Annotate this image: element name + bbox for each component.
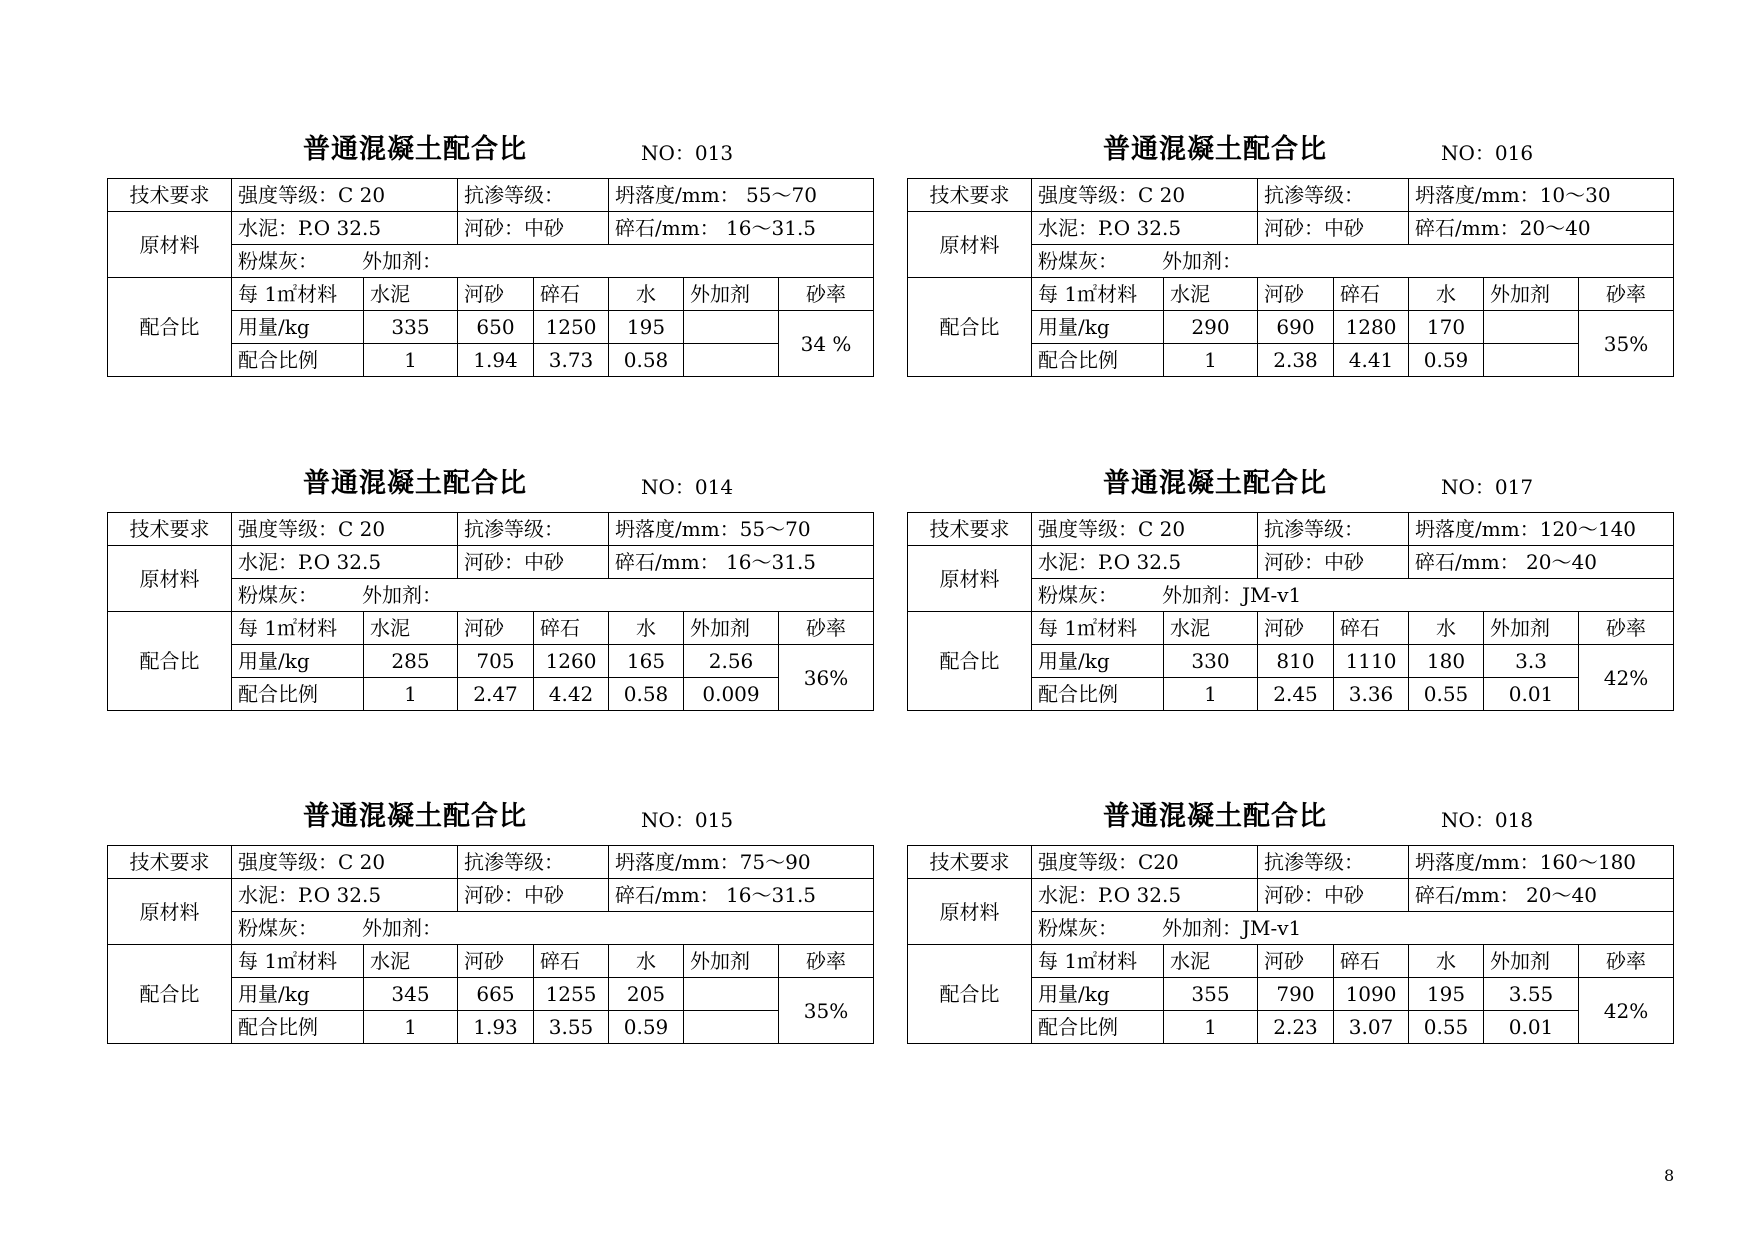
raw-material-row-1 — [108, 879, 874, 912]
flyash-admixture-cell — [1032, 912, 1674, 945]
admixture-label: 外加剂： — [362, 249, 442, 273]
ratio-water: 0.59 — [1409, 344, 1484, 377]
card-header — [107, 797, 873, 841]
ratio-stone: 3.36 — [1334, 678, 1409, 711]
mix-label: 配合比 — [908, 612, 1032, 711]
sand-ratio-header: 砂率 — [779, 945, 874, 978]
usage-water: 180 — [1409, 645, 1484, 678]
stone-size: 碎石/mm： 16～31.5 — [609, 879, 874, 912]
admixture-name: JM-v1 — [1242, 916, 1302, 940]
ratio-label: 配合比例 — [232, 344, 364, 377]
flyash-label: 粉煤灰： — [238, 916, 318, 940]
stone-size: 碎石/mm： 16～31.5 — [609, 546, 874, 579]
stone-header: 碎石 — [1334, 945, 1409, 978]
water-header: 水 — [609, 278, 684, 311]
cement-header: 水泥 — [1164, 945, 1258, 978]
tech-req-row — [908, 179, 1674, 212]
sand-ratio-header: 砂率 — [1579, 945, 1674, 978]
admixture-label: 外加剂： — [1162, 583, 1242, 607]
flyash-admixture-cell — [1032, 245, 1674, 278]
sand-type: 河砂：中砂 — [458, 546, 609, 579]
ratio-cement: 1 — [1164, 344, 1258, 377]
sand-rate-value: 42% — [1579, 978, 1674, 1044]
usage-water: 195 — [609, 311, 684, 344]
usage-sand: 810 — [1258, 645, 1334, 678]
tech-req-label: 技术要求 — [908, 179, 1032, 212]
impermeability-grade: 抗渗等级： — [458, 179, 609, 212]
ratio-admixture — [684, 1011, 779, 1044]
cement-header: 水泥 — [364, 612, 458, 645]
raw-material-row-1 — [908, 879, 1674, 912]
usage-stone: 1250 — [534, 311, 609, 344]
strength-grade: 强度等级：C 20 — [1032, 179, 1258, 212]
impermeability-grade: 抗渗等级： — [1258, 846, 1409, 879]
mix-card — [107, 464, 873, 706]
cement-type: 水泥：P.O 32.5 — [1032, 212, 1258, 245]
sand-header: 河砂 — [458, 945, 534, 978]
flyash-label: 粉煤灰： — [238, 583, 318, 607]
card-title: 普通混凝土配合比 — [1103, 468, 1327, 499]
impermeability-grade: 抗渗等级： — [458, 513, 609, 546]
mix-card — [107, 797, 873, 1039]
cement-header: 水泥 — [1164, 612, 1258, 645]
flyash-admixture-cell — [232, 245, 874, 278]
flyash-admixture-cell — [1032, 579, 1674, 612]
mix-label: 配合比 — [908, 945, 1032, 1044]
stone-header: 碎石 — [534, 278, 609, 311]
mix-header-row — [108, 612, 874, 645]
raw-material-label: 原材料 — [908, 879, 1032, 945]
stone-size: 碎石/mm：20～40 — [1409, 212, 1674, 245]
card-number: NO：013 — [641, 141, 734, 165]
ratio-sand: 1.93 — [458, 1011, 534, 1044]
admixture-label: 外加剂： — [362, 916, 442, 940]
stone-header: 碎石 — [534, 612, 609, 645]
usage-sand: 690 — [1258, 311, 1334, 344]
mix-label: 配合比 — [908, 278, 1032, 377]
tech-req-row — [108, 513, 874, 546]
cement-type: 水泥：P.O 32.5 — [232, 546, 458, 579]
card-header — [907, 464, 1673, 508]
stone-size: 碎石/mm： 20～40 — [1409, 546, 1674, 579]
tech-req-row — [108, 179, 874, 212]
raw-material-row-1 — [908, 212, 1674, 245]
strength-grade: 强度等级：C 20 — [232, 513, 458, 546]
raw-material-row-1 — [908, 546, 1674, 579]
sand-header: 河砂 — [1258, 278, 1334, 311]
ratio-water: 0.58 — [609, 678, 684, 711]
flyash-admixture-cell — [232, 579, 874, 612]
slump-value: 坍落度/mm：75～90 — [609, 846, 874, 879]
admixture-header: 外加剂 — [1484, 278, 1579, 311]
card-title: 普通混凝土配合比 — [1103, 134, 1327, 165]
mix-table — [107, 512, 874, 711]
usage-sand: 650 — [458, 311, 534, 344]
usage-label: 用量/kg — [1032, 645, 1164, 678]
sand-rate-value: 36% — [779, 645, 874, 711]
ratio-stone: 3.07 — [1334, 1011, 1409, 1044]
water-header: 水 — [1409, 945, 1484, 978]
raw-material-label: 原材料 — [108, 879, 232, 945]
mix-header-row — [908, 945, 1674, 978]
tech-req-label: 技术要求 — [108, 179, 232, 212]
cement-header: 水泥 — [364, 278, 458, 311]
admixture-label: 外加剂： — [362, 583, 442, 607]
usage-water: 205 — [609, 978, 684, 1011]
raw-material-label: 原材料 — [108, 546, 232, 612]
ratio-water: 0.59 — [609, 1011, 684, 1044]
usage-sand: 790 — [1258, 978, 1334, 1011]
sand-header: 河砂 — [1258, 945, 1334, 978]
cement-type: 水泥：P.O 32.5 — [1032, 879, 1258, 912]
sand-type: 河砂：中砂 — [1258, 546, 1409, 579]
sand-type: 河砂：中砂 — [1258, 212, 1409, 245]
strength-grade: 强度等级：C 20 — [232, 179, 458, 212]
strength-grade: 强度等级：C 20 — [232, 846, 458, 879]
usage-water: 170 — [1409, 311, 1484, 344]
cement-type: 水泥：P.O 32.5 — [1032, 546, 1258, 579]
card-header — [107, 464, 873, 508]
ratio-water: 0.55 — [1409, 678, 1484, 711]
usage-admixture — [1484, 311, 1579, 344]
tech-req-row — [908, 513, 1674, 546]
ratio-cement: 1 — [364, 344, 458, 377]
tech-req-label: 技术要求 — [908, 513, 1032, 546]
water-header: 水 — [1409, 278, 1484, 311]
mix-header-row — [908, 612, 1674, 645]
ratio-admixture — [1484, 344, 1579, 377]
admixture-header: 外加剂 — [684, 278, 779, 311]
ratio-cement: 1 — [1164, 1011, 1258, 1044]
card-header — [107, 130, 873, 174]
flyash-label: 粉煤灰： — [238, 249, 318, 273]
raw-material-label: 原材料 — [908, 212, 1032, 278]
sand-rate-value: 35% — [779, 978, 874, 1044]
card-number: NO：018 — [1441, 808, 1534, 832]
usage-water: 165 — [609, 645, 684, 678]
usage-cement: 345 — [364, 978, 458, 1011]
usage-water: 195 — [1409, 978, 1484, 1011]
cement-header: 水泥 — [364, 945, 458, 978]
mix-header-row — [908, 278, 1674, 311]
ratio-stone: 3.73 — [534, 344, 609, 377]
stone-size: 碎石/mm： 16～31.5 — [609, 212, 874, 245]
stone-size: 碎石/mm： 20～40 — [1409, 879, 1674, 912]
usage-admixture: 3.3 — [1484, 645, 1579, 678]
ratio-sand: 2.23 — [1258, 1011, 1334, 1044]
sand-header: 河砂 — [1258, 612, 1334, 645]
usage-label: 用量/kg — [232, 978, 364, 1011]
card-number: NO：016 — [1441, 141, 1534, 165]
raw-material-label: 原材料 — [108, 212, 232, 278]
mix-table — [107, 845, 874, 1044]
per-m3-label: 每 1㎡材料 — [232, 945, 364, 978]
mix-label: 配合比 — [108, 278, 232, 377]
ratio-sand: 2.45 — [1258, 678, 1334, 711]
usage-cement: 330 — [1164, 645, 1258, 678]
sand-ratio-header: 砂率 — [1579, 612, 1674, 645]
cement-type: 水泥：P.O 32.5 — [232, 212, 458, 245]
ratio-label: 配合比例 — [1032, 678, 1164, 711]
slump-value: 坍落度/mm： 55～70 — [609, 179, 874, 212]
water-header: 水 — [609, 945, 684, 978]
usage-stone: 1260 — [534, 645, 609, 678]
mix-card — [907, 464, 1673, 706]
ratio-cement: 1 — [1164, 678, 1258, 711]
card-number: NO：015 — [641, 808, 734, 832]
admixture-header: 外加剂 — [1484, 945, 1579, 978]
ratio-stone: 3.55 — [534, 1011, 609, 1044]
ratio-stone: 4.42 — [534, 678, 609, 711]
usage-stone: 1110 — [1334, 645, 1409, 678]
usage-stone: 1255 — [534, 978, 609, 1011]
mix-header-row — [108, 945, 874, 978]
card-title: 普通混凝土配合比 — [303, 468, 527, 499]
admixture-label: 外加剂： — [1162, 249, 1242, 273]
ratio-sand: 2.47 — [458, 678, 534, 711]
usage-cement: 335 — [364, 311, 458, 344]
admixture-header: 外加剂 — [1484, 612, 1579, 645]
mix-table — [907, 845, 1674, 1044]
mix-label: 配合比 — [108, 945, 232, 1044]
card-title: 普通混凝土配合比 — [303, 134, 527, 165]
slump-value: 坍落度/mm：55～70 — [609, 513, 874, 546]
card-number: NO：017 — [1441, 475, 1534, 499]
usage-stone: 1280 — [1334, 311, 1409, 344]
page-number: 8 — [1664, 1166, 1675, 1185]
flyash-label: 粉煤灰： — [1038, 916, 1118, 940]
impermeability-grade: 抗渗等级： — [1258, 513, 1409, 546]
stone-header: 碎石 — [1334, 278, 1409, 311]
impermeability-grade: 抗渗等级： — [1258, 179, 1409, 212]
sand-ratio-header: 砂率 — [1579, 278, 1674, 311]
impermeability-grade: 抗渗等级： — [458, 846, 609, 879]
ratio-water: 0.55 — [1409, 1011, 1484, 1044]
mix-header-row — [108, 278, 874, 311]
sand-type: 河砂：中砂 — [458, 212, 609, 245]
sand-header: 河砂 — [458, 278, 534, 311]
per-m3-label: 每 1㎡材料 — [232, 278, 364, 311]
card-title: 普通混凝土配合比 — [1103, 801, 1327, 832]
admixture-header: 外加剂 — [684, 612, 779, 645]
water-header: 水 — [609, 612, 684, 645]
card-title: 普通混凝土配合比 — [303, 801, 527, 832]
mix-table — [107, 178, 874, 377]
usage-sand: 665 — [458, 978, 534, 1011]
ratio-admixture: 0.009 — [684, 678, 779, 711]
strength-grade: 强度等级：C20 — [1032, 846, 1258, 879]
raw-material-label: 原材料 — [908, 546, 1032, 612]
water-header: 水 — [1409, 612, 1484, 645]
sand-rate-value: 42% — [1579, 645, 1674, 711]
sand-rate-value: 34 % — [779, 311, 874, 377]
tech-req-row — [908, 846, 1674, 879]
per-m3-label: 每 1㎡材料 — [1032, 945, 1164, 978]
ratio-cement: 1 — [364, 678, 458, 711]
tech-req-row — [108, 846, 874, 879]
usage-sand: 705 — [458, 645, 534, 678]
usage-label: 用量/kg — [1032, 978, 1164, 1011]
ratio-stone: 4.41 — [1334, 344, 1409, 377]
ratio-label: 配合比例 — [232, 1011, 364, 1044]
raw-material-row-1 — [108, 212, 874, 245]
sand-rate-value: 35% — [1579, 311, 1674, 377]
tech-req-label: 技术要求 — [908, 846, 1032, 879]
card-header — [907, 130, 1673, 174]
tech-req-label: 技术要求 — [108, 513, 232, 546]
usage-label: 用量/kg — [232, 645, 364, 678]
ratio-label: 配合比例 — [1032, 1011, 1164, 1044]
mix-table — [907, 512, 1674, 711]
ratio-label: 配合比例 — [232, 678, 364, 711]
usage-label: 用量/kg — [232, 311, 364, 344]
admixture-header: 外加剂 — [684, 945, 779, 978]
per-m3-label: 每 1㎡材料 — [1032, 612, 1164, 645]
mix-card — [107, 130, 873, 372]
card-header — [907, 797, 1673, 841]
ratio-label: 配合比例 — [1032, 344, 1164, 377]
mix-label: 配合比 — [108, 612, 232, 711]
flyash-label: 粉煤灰： — [1038, 583, 1118, 607]
per-m3-label: 每 1㎡材料 — [1032, 278, 1164, 311]
usage-admixture — [684, 311, 779, 344]
card-number: NO：014 — [641, 475, 734, 499]
ratio-cement: 1 — [364, 1011, 458, 1044]
slump-value: 坍落度/mm：10～30 — [1409, 179, 1674, 212]
sand-type: 河砂：中砂 — [458, 879, 609, 912]
cement-type: 水泥：P.O 32.5 — [232, 879, 458, 912]
stone-header: 碎石 — [534, 945, 609, 978]
ratio-sand: 2.38 — [1258, 344, 1334, 377]
ratio-admixture: 0.01 — [1484, 678, 1579, 711]
sand-header: 河砂 — [458, 612, 534, 645]
usage-cement: 285 — [364, 645, 458, 678]
usage-admixture: 2.56 — [684, 645, 779, 678]
usage-admixture — [684, 978, 779, 1011]
admixture-name: JM-v1 — [1242, 583, 1302, 607]
flyash-admixture-cell — [232, 912, 874, 945]
mix-table — [907, 178, 1674, 377]
raw-material-row-1 — [108, 546, 874, 579]
flyash-label: 粉煤灰： — [1038, 249, 1118, 273]
ratio-sand: 1.94 — [458, 344, 534, 377]
sand-ratio-header: 砂率 — [779, 612, 874, 645]
ratio-admixture — [684, 344, 779, 377]
ratio-water: 0.58 — [609, 344, 684, 377]
usage-cement: 355 — [1164, 978, 1258, 1011]
usage-stone: 1090 — [1334, 978, 1409, 1011]
cement-header: 水泥 — [1164, 278, 1258, 311]
usage-cement: 290 — [1164, 311, 1258, 344]
admixture-label: 外加剂： — [1162, 916, 1242, 940]
per-m3-label: 每 1㎡材料 — [232, 612, 364, 645]
ratio-admixture: 0.01 — [1484, 1011, 1579, 1044]
stone-header: 碎石 — [1334, 612, 1409, 645]
usage-admixture: 3.55 — [1484, 978, 1579, 1011]
usage-label: 用量/kg — [1032, 311, 1164, 344]
sand-ratio-header: 砂率 — [779, 278, 874, 311]
mix-card — [907, 797, 1673, 1039]
slump-value: 坍落度/mm：120～140 — [1409, 513, 1674, 546]
mix-card — [907, 130, 1673, 372]
slump-value: 坍落度/mm：160～180 — [1409, 846, 1674, 879]
strength-grade: 强度等级：C 20 — [1032, 513, 1258, 546]
sand-type: 河砂：中砂 — [1258, 879, 1409, 912]
tech-req-label: 技术要求 — [108, 846, 232, 879]
